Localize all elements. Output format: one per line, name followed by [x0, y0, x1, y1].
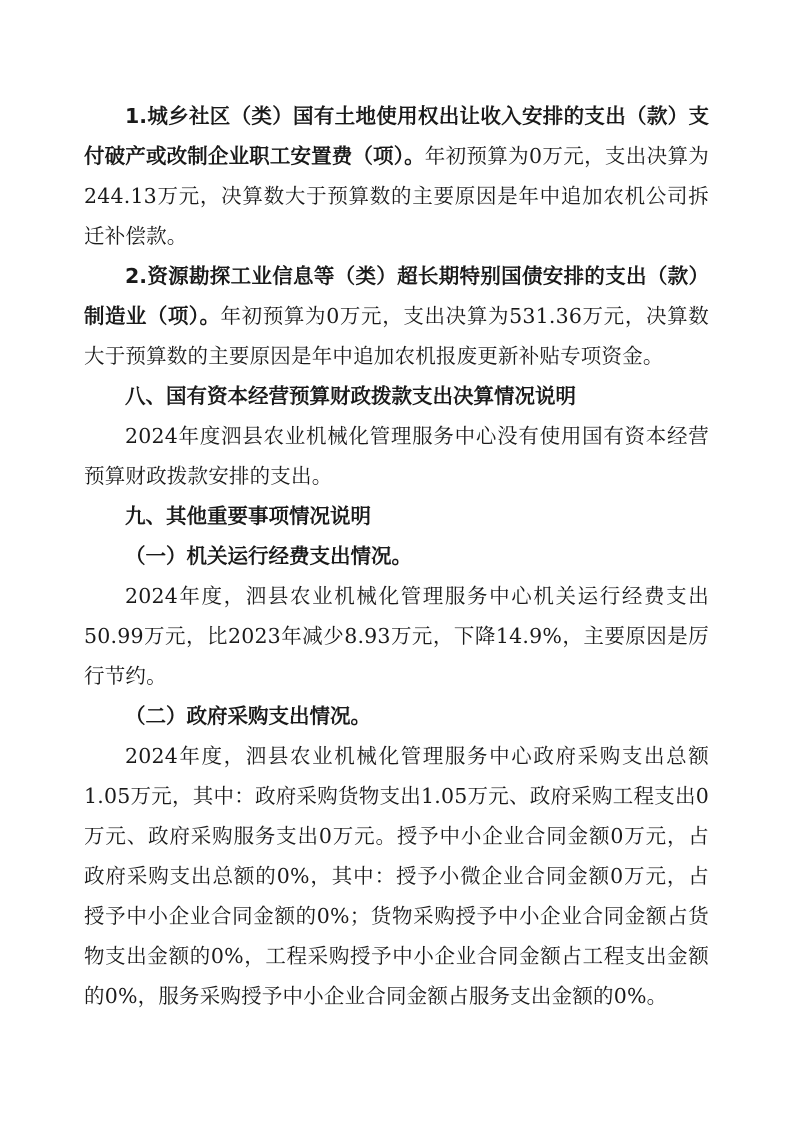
paragraph-item-1	[84, 96, 709, 256]
document-body	[84, 96, 709, 1016]
section-heading-eight: 八、国有资本经营预算财政拨款支出决算情况说明	[125, 384, 576, 408]
paragraph-item-2-text: 年初预算为0万元，支出决算为531.36万元，决算数大于预算数的主要原因是年中追加农机报废更新补贴专项资金。	[84, 304, 709, 368]
paragraph-subsection-nine-one: 2024年度，泗县农业机械化管理服务中心机关运行经费支出50.99万元，比2023年减少8.93万元，下降14.9%，主要原因是厉行节约。	[84, 584, 709, 688]
paragraph-section-eight: 2024年度泗县农业机械化管理服务中心没有使用国有资本经营预算财政拨款安排的支出。	[84, 424, 709, 488]
paragraph-item-2	[84, 256, 709, 376]
paragraph-item-1-lead: 1.城乡社区（类）国有土地使用权出让收入安排的支出（款）支付破产或改制企业职工安置费（项）。	[84, 104, 709, 168]
paragraph-item-2-lead: 2.资源勘探工业信息等（类）超长期特别国债安排的支出（款）制造业（项）。	[84, 264, 709, 328]
subsection-heading-nine-two: （二）政府采购支出情况。	[125, 704, 371, 728]
subsection-heading-nine-one: （一）机关运行经费支出情况。	[125, 544, 412, 568]
section-heading-nine: 九、其他重要事项情况说明	[125, 504, 371, 528]
paragraph-item-1-text: 年初预算为0万元，支出决算为244.13万元，决算数大于预算数的主要原因是年中追加农机公司拆迁补偿款。	[84, 144, 710, 248]
paragraph-subsection-nine-two: 2024年度，泗县农业机械化管理服务中心政府采购支出总额1.05万元，其中：政府采购货物支出1.05万元、政府采购工程支出0万元、政府采购服务支出0万元。授予中小企业合同金额0万元，占政府采购支出总额的0%，其中：授予小微企业合同金额0万元，占授予中小企业合同金额的0%；货物采购授予中小企业合同金额占货物支出金额的0%，工程采购授予中小企业合同金额占工程支出金额的0%，服务采购授予中小企业合同金额占服务支出金额的0%。	[84, 744, 709, 1008]
